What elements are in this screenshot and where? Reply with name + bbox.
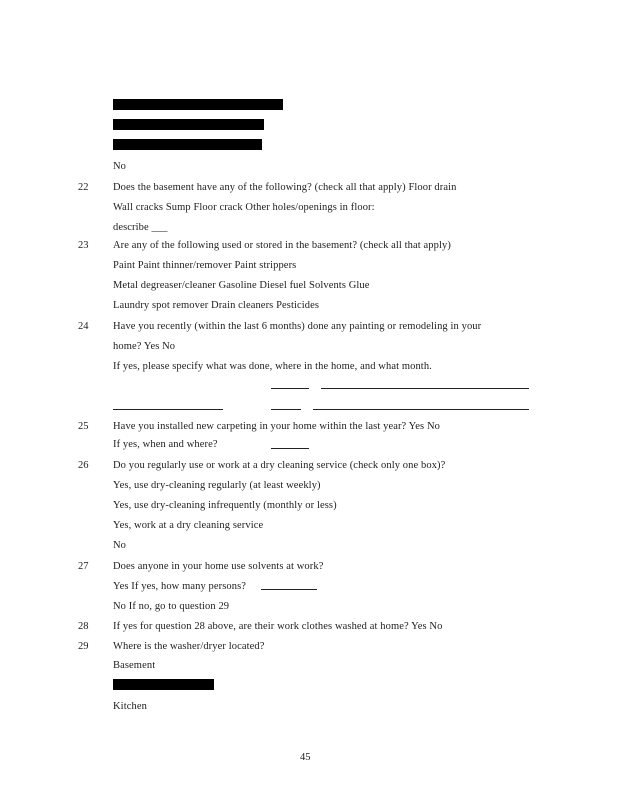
question-number: 28 <box>78 621 89 632</box>
option-line: Yes, use dry-cleaning regularly (at least weekly) <box>113 480 321 491</box>
question-number: 24 <box>78 321 89 332</box>
question-text: Does anyone in your home use solvents at work? <box>113 561 324 572</box>
question-text: Does the basement have any of the following? (check all that apply) Floor drain <box>113 182 457 193</box>
question-text: Where is the washer/dryer located? <box>113 641 265 652</box>
option-line: Wall cracks Sump Floor crack Other holes/openings in floor: <box>113 202 375 213</box>
question-number: 23 <box>78 240 89 251</box>
option-line: home? Yes No <box>113 341 176 352</box>
question-text: If yes for question 28 above, are their work clothes washed at home? Yes No <box>113 621 443 632</box>
redacted-block <box>113 119 264 130</box>
option-line: Kitchen <box>113 701 147 712</box>
answer-blank[interactable] <box>271 388 309 389</box>
option-line: Yes If yes, how many persons? <box>113 581 247 592</box>
option-line: Metal degreaser/cleaner Gasoline Diesel fuel Solvents Glue <box>113 280 370 291</box>
option-line: Laundry spot remover Drain cleaners Pesticides <box>113 300 320 311</box>
question-text: Are any of the following used or stored in the basement? (check all that apply) <box>113 240 451 251</box>
redacted-block <box>113 139 262 150</box>
answer-blank[interactable] <box>261 589 317 590</box>
question-text: Have you recently (within the last 6 months) done any painting or remodeling in your <box>113 321 482 332</box>
question-number: 26 <box>78 460 89 471</box>
option-line: Yes, work at a dry cleaning service <box>113 520 264 531</box>
instruction-line: If yes, please specify what was done, where in the home, and what month. <box>113 361 432 372</box>
question-number: 27 <box>78 561 89 572</box>
answer-blank[interactable] <box>313 409 529 410</box>
question-text: Have you installed new carpeting in your home within the last year? Yes No <box>113 421 440 432</box>
question-number: 22 <box>78 182 89 193</box>
option-line: Yes, use dry-cleaning infrequently (monthly or less) <box>113 500 337 511</box>
page-number: 45 <box>300 752 311 763</box>
option-line: Basement <box>113 660 156 671</box>
question-number: 29 <box>78 641 89 652</box>
answer-no: No <box>113 161 127 172</box>
answer-blank[interactable] <box>321 388 529 389</box>
answer-blank[interactable] <box>271 448 309 449</box>
answer-blank[interactable] <box>271 409 301 410</box>
question-text: Do you regularly use or work at a dry cleaning service (check only one box)? <box>113 460 446 471</box>
option-line: Paint Paint thinner/remover Paint strippers <box>113 260 297 271</box>
option-line: No If no, go to question 29 <box>113 601 230 612</box>
option-line: No <box>113 540 127 551</box>
redacted-block <box>113 679 214 690</box>
option-line: describe ___ <box>113 222 168 233</box>
answer-blank[interactable] <box>113 409 223 410</box>
instruction-line: If yes, when and where? <box>113 439 218 450</box>
redacted-block <box>113 99 283 110</box>
question-number: 25 <box>78 421 89 432</box>
